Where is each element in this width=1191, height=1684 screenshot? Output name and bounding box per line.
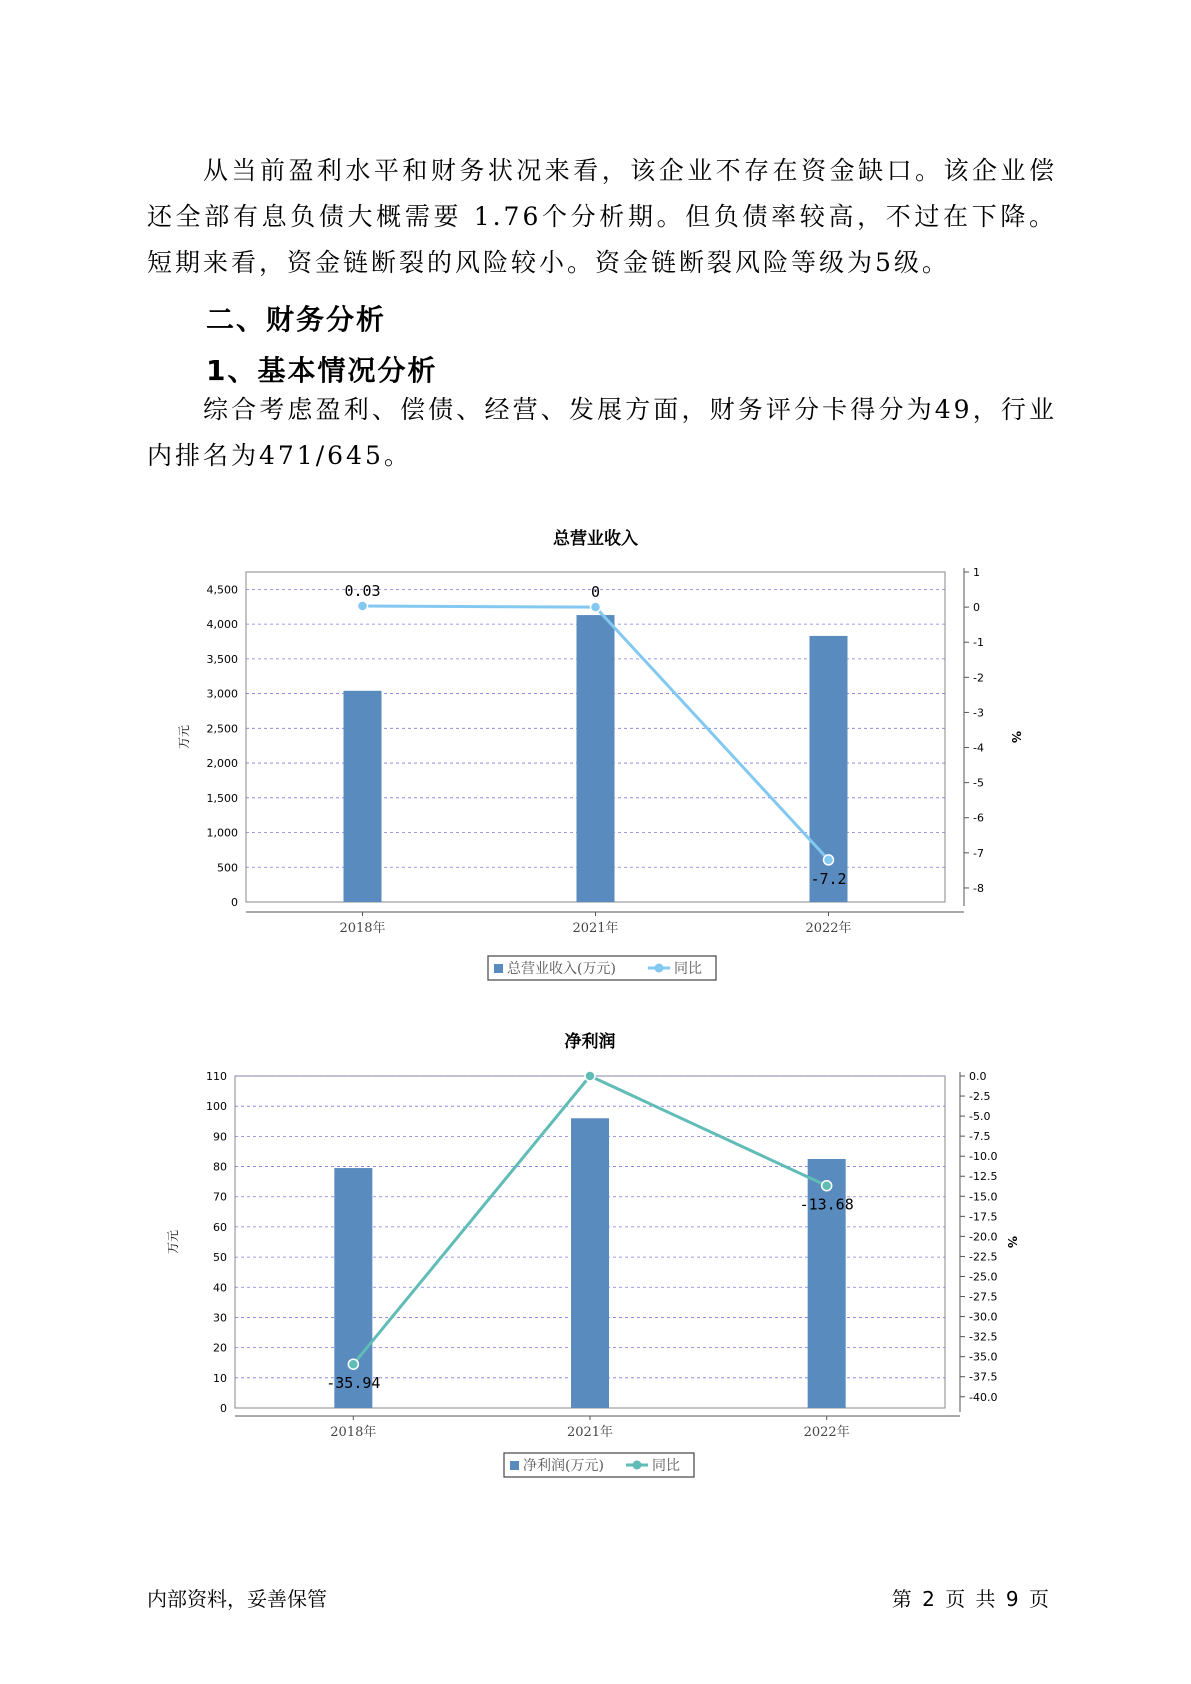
chart2-y-right-axis-label: % — [1005, 1235, 1019, 1249]
subsection-heading: 1、基本情况分析 — [206, 354, 438, 387]
chart1-y-right-tick-label: -1 — [973, 636, 984, 650]
chart2-data-label: -35.94 — [326, 1374, 381, 1393]
chart1-line-point — [358, 601, 368, 611]
chart1-y-right-tick-label: 0 — [973, 601, 980, 615]
paragraph-summary: 从当前盈利水平和财务状况来看，该企业不存在资金缺口。该企业偿还全部有息负债大概需要 1.76个分析期。但负债率较高，不过在下降。短期来看，资金链断裂的风险较小。资金链断裂风险等级为5级。 — [147, 156, 1057, 277]
chart2-legend-line-label: 同比 — [652, 1458, 680, 1474]
net-profit-chart-svg — [0, 1020, 1191, 1490]
chart2-y-tick-label: 20 — [213, 1341, 227, 1355]
chart1-title: 总营业收入 — [553, 529, 638, 549]
chart2-y-axis-label: 万元 — [166, 1229, 180, 1255]
chart2-x-tick-label: 2022年 — [803, 1425, 850, 1440]
chart2-x-tick-label: 2018年 — [330, 1425, 377, 1440]
chart2-y-right-tick-label: -37.5 — [969, 1370, 998, 1384]
chart2-y-right-tick-label: -2.5 — [969, 1090, 991, 1104]
chart1-y-tick-label: 3,000 — [206, 687, 238, 701]
chart1-legend-bar-label: 总营业收入(万元) — [507, 961, 616, 977]
chart2-y-right-tick-label: -12.5 — [969, 1170, 998, 1184]
chart1-line-point — [824, 855, 834, 865]
paragraph-scorecard: 综合考虑盈利、偿债、经营、发展方面，财务评分卡得分为49，行业内排名为471/645。 — [147, 395, 1057, 470]
chart1-y-right-tick-label: -4 — [973, 741, 984, 755]
revenue-chart — [0, 520, 1191, 990]
chart2-y-tick-label: 50 — [213, 1251, 227, 1265]
chart2-y-right-tick-label: -20.0 — [969, 1230, 998, 1244]
chart1-bar — [577, 615, 615, 902]
chart1-y-right-axis-label: % — [1009, 730, 1023, 744]
section-heading: 二、财务分析 — [206, 303, 387, 336]
chart2-y-right-tick-label: -32.5 — [969, 1330, 998, 1344]
chart1-x-tick-label: 2022年 — [805, 921, 852, 936]
chart2-y-right-tick-label: 0.0 — [969, 1070, 987, 1083]
chart2-y-right-tick-label: -27.5 — [969, 1290, 998, 1304]
chart2-y-right-tick-label: -5.0 — [969, 1110, 991, 1124]
chart1-y-tick-label: 4,000 — [206, 618, 238, 632]
chart2-y-tick-label: 80 — [213, 1160, 227, 1174]
chart2-bar — [334, 1168, 372, 1408]
chart2-y-tick-label: 40 — [213, 1281, 227, 1295]
chart1-y-right-tick-label: -7 — [973, 846, 984, 860]
chart1-legend-line-marker — [655, 964, 664, 973]
chart2-y-right-tick-label: -17.5 — [969, 1210, 998, 1224]
chart2-y-tick-label: 100 — [206, 1100, 227, 1114]
chart1-data-label: -7.2 — [810, 869, 847, 888]
chart2-bar — [571, 1118, 609, 1408]
chart1-y-tick-label: 3,500 — [206, 652, 238, 666]
chart1-y-tick-label: 2,500 — [206, 722, 238, 736]
chart2-line-point — [348, 1359, 358, 1369]
chart1-y-tick-label: 1,000 — [206, 826, 238, 840]
chart1-y-right-tick-label: 1 — [973, 566, 980, 579]
chart2-y-right-tick-label: -22.5 — [969, 1250, 998, 1264]
chart2-y-right-tick-label: -30.0 — [969, 1310, 998, 1324]
chart1-y-right-tick-label: -5 — [973, 776, 984, 790]
chart1-y-right-tick-label: -6 — [973, 811, 984, 825]
footer-page-number: 第 2 页 共 9 页 — [891, 1587, 1051, 1611]
chart2-legend-bar-label: 净利润(万元) — [523, 1458, 604, 1474]
chart2-y-right-tick-label: -40.0 — [969, 1390, 998, 1404]
chart1-data-label: 0.03 — [344, 582, 381, 601]
chart1-legend-line-label: 同比 — [674, 961, 702, 977]
chart1-data-label: 0 — [590, 583, 601, 602]
chart2-y-tick-label: 110 — [206, 1070, 227, 1083]
chart2-y-tick-label: 0 — [220, 1402, 227, 1415]
net-profit-chart — [0, 1020, 1191, 1490]
chart2-x-tick-label: 2021年 — [566, 1425, 614, 1440]
chart2-y-right-tick-label: -7.5 — [969, 1130, 991, 1144]
footer-confidential: 内部资料，妥善保管 — [147, 1587, 327, 1611]
chart2-y-tick-label: 30 — [213, 1311, 227, 1325]
chart2-line-point — [822, 1181, 832, 1191]
chart2-y-right-tick-label: -10.0 — [969, 1150, 998, 1164]
chart1-y-axis-label: 万元 — [177, 724, 191, 750]
chart1-x-tick-label: 2018年 — [339, 921, 386, 936]
chart1-y-tick-label: 1,500 — [206, 791, 238, 805]
chart2-y-tick-label: 70 — [213, 1190, 227, 1204]
chart2-line-point — [585, 1071, 595, 1081]
revenue-chart-svg — [0, 520, 1191, 990]
chart1-line-point — [591, 602, 601, 612]
chart2-data-label: -13.68 — [799, 1195, 854, 1214]
chart1-y-right-tick-label: -3 — [973, 706, 984, 720]
chart1-y-right-tick-label: -2 — [973, 671, 984, 685]
chart2-y-right-tick-label: -35.0 — [969, 1350, 998, 1364]
chart1-y-right-tick-label: -8 — [973, 881, 984, 895]
chart2-legend-line-marker — [633, 1461, 642, 1470]
chart1-x-tick-label: 2021年 — [572, 921, 619, 936]
chart1-y-tick-label: 2,000 — [206, 757, 238, 771]
chart2-y-tick-label: 90 — [213, 1130, 227, 1144]
chart1-y-tick-label: 0 — [231, 896, 238, 909]
chart2-y-tick-label: 60 — [213, 1220, 227, 1234]
chart2-y-tick-label: 10 — [213, 1371, 227, 1385]
chart1-y-tick-label: 500 — [217, 861, 238, 875]
chart2-title: 净利润 — [564, 1032, 616, 1052]
chart2-y-right-tick-label: -15.0 — [969, 1190, 998, 1204]
chart2-legend-bar-swatch — [510, 1461, 519, 1470]
chart1-legend-bar-swatch — [494, 964, 503, 973]
chart1-bar — [344, 691, 382, 902]
chart2-y-right-tick-label: -25.0 — [969, 1270, 998, 1284]
chart1-y-tick-label: 4,500 — [206, 583, 238, 597]
